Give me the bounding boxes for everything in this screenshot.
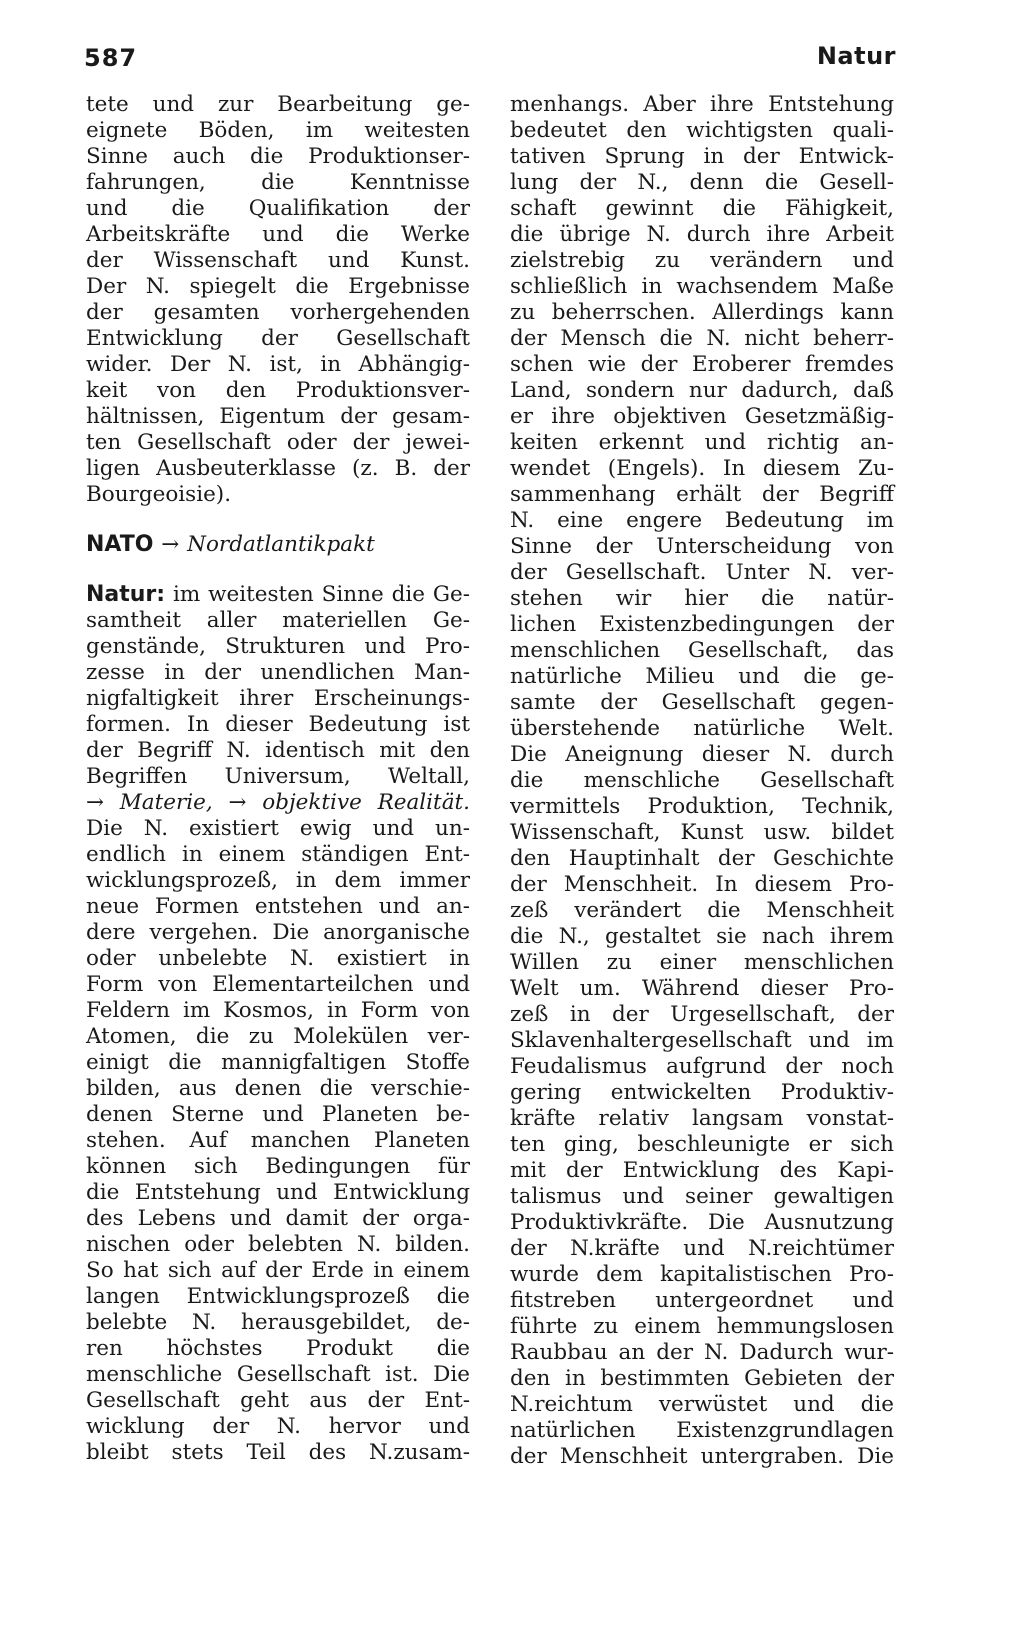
text-line: zeß in der Urgesellschaft, der xyxy=(510,1002,894,1027)
cross-reference-nordatlantikpakt: Nordatlantikpakt xyxy=(187,532,375,557)
text-line: Welt um. Während dieser Pro- xyxy=(510,976,894,1001)
text-line: samtheit aller materiellen Ge- xyxy=(86,608,470,633)
text-line: stehen. Auf manchen Planeten xyxy=(86,1128,470,1153)
text-line: ten Gesellschaft oder der jewei- xyxy=(86,430,470,455)
text-line: wendet (Engels). In diesem Zu- xyxy=(510,456,894,481)
text-line: keiten erkennt und richtig an- xyxy=(510,430,894,455)
text-line: der Begriff N. identisch mit den xyxy=(86,738,470,763)
text-line: fahrungen, die Kenntnisse xyxy=(86,170,470,195)
text-line: einigt die mannigfaltigen Stoffe xyxy=(86,1050,470,1075)
text-line: gering entwickelten Produktiv- xyxy=(510,1080,894,1105)
text-line: der Menschheit. In diesem Pro- xyxy=(510,872,894,897)
text-line: wurde dem kapitalistischen Pro- xyxy=(510,1262,894,1287)
cross-reference-arrow: → xyxy=(86,790,105,815)
text-line: zu beherrschen. Allerdings kann xyxy=(510,300,894,325)
text-line: Sinne auch die Produktionser- xyxy=(86,144,470,169)
cross-reference-objektive-realitaet: objektive Realität. xyxy=(262,790,470,815)
text-line: Produktivkräfte. Die Ausnutzung xyxy=(510,1210,894,1235)
text-line: Raubbau an der N. Dadurch wur- xyxy=(510,1340,894,1365)
text-line: belebte N. herausgebildet, de- xyxy=(86,1310,470,1335)
text-line: Form von Elementarteilchen und xyxy=(86,972,470,997)
text-line: endlich in einem ständigen Ent- xyxy=(86,842,470,867)
text-line: nischen oder belebten N. bilden. xyxy=(86,1232,470,1257)
paragraph-continuation xyxy=(86,92,470,508)
text-line: Begriffen Universum, Weltall, xyxy=(86,764,470,789)
text-line: wicklungsprozeß, in dem immer xyxy=(86,868,470,893)
text-line: nigfaltigkeit ihrer Erscheinungs- xyxy=(86,686,470,711)
text-line: führte zu einem hemmungslosen xyxy=(510,1314,894,1339)
text-line: und die Qualifikation der xyxy=(86,196,470,221)
cross-reference-materie: Materie, xyxy=(119,790,213,815)
text-line: zielstrebig zu verändern und xyxy=(510,248,894,273)
text-line: den in bestimmten Gebieten der xyxy=(510,1366,894,1391)
entry-term-nato: NATO xyxy=(86,532,154,557)
text-line: tativen Sprung in der Entwick- xyxy=(510,144,894,169)
entry-natur-first-line xyxy=(86,582,470,608)
text-line: er ihre objektiven Gesetzmäßig- xyxy=(510,404,894,429)
text-line: Die N. existiert ewig und un- xyxy=(86,816,470,841)
text-line: Entwicklung der Gesellschaft xyxy=(86,326,470,351)
text-line: Die Aneignung dieser N. durch xyxy=(510,742,894,767)
text-line: des Lebens und damit der orga- xyxy=(86,1206,470,1231)
text-line: der gesamten vorhergehenden xyxy=(86,300,470,325)
text-line: der Gesellschaft. Unter N. ver- xyxy=(510,560,894,585)
text-line: Willen zu einer menschlichen xyxy=(510,950,894,975)
text-line: wider. Der N. ist, in Abhängig- xyxy=(86,352,470,377)
text-line: kräfte relativ langsam vonstat- xyxy=(510,1106,894,1131)
text-line: der Mensch die N. nicht beherr- xyxy=(510,326,894,351)
text-line: schließlich in wachsendem Maße xyxy=(510,274,894,299)
text-line: genstände, Strukturen und Pro- xyxy=(86,634,470,659)
entry-term-natur: Natur: xyxy=(86,582,166,607)
text-line: den Hauptinhalt der Geschichte xyxy=(510,846,894,871)
text-line: N. eine engere Bedeutung im xyxy=(510,508,894,533)
text-line: fitstreben untergeordnet und xyxy=(510,1288,894,1313)
left-column xyxy=(86,92,470,1466)
text-line: die menschliche Gesellschaft xyxy=(510,768,894,793)
text-line: wicklung der N. hervor und xyxy=(86,1414,470,1439)
text-line: ten ging, beschleunigte er sich xyxy=(510,1132,894,1157)
text-line: N.reichtum verwüstet und die xyxy=(510,1392,894,1417)
text-line: überstehende natürliche Welt. xyxy=(510,716,894,741)
text-line: dere vergehen. Die anorganische xyxy=(86,920,470,945)
text-line: Feudalismus aufgrund der noch xyxy=(510,1054,894,1079)
text-line: langen Entwicklungsprozeß die xyxy=(86,1284,470,1309)
text-line: der Wissenschaft und Kunst. xyxy=(86,248,470,273)
cross-reference-arrow: → xyxy=(161,532,180,557)
entry-text: im weitesten Sinne die Ge- xyxy=(173,582,470,607)
text-line: die übrige N. durch ihre Arbeit xyxy=(510,222,894,247)
text-line: menschlichen Gesellschaft, das xyxy=(510,638,894,663)
cross-reference-line xyxy=(86,790,470,816)
text-line: lichen Existenzbedingungen der xyxy=(510,612,894,637)
text-line: zeß verändert die Menschheit xyxy=(510,898,894,923)
entry-natur xyxy=(86,582,470,1466)
cross-reference-arrow: → xyxy=(228,790,247,815)
text-line: schen wie der Eroberer fremdes xyxy=(510,352,894,377)
text-line: formen. In dieser Bedeutung ist xyxy=(86,712,470,737)
text-line: Sinne der Unterscheidung von xyxy=(510,534,894,559)
text-line: keit von den Produktionsver- xyxy=(86,378,470,403)
text-line: ligen Ausbeuterklasse (z. B. der xyxy=(86,456,470,481)
text-line: oder unbelebte N. existiert in xyxy=(86,946,470,971)
text-line: Sklavenhaltergesellschaft und im xyxy=(510,1028,894,1053)
entry-natur-body-b xyxy=(86,816,470,1466)
text-line: die N., gestaltet sie nach ihrem xyxy=(510,924,894,949)
text-line: eignete Böden, im weitesten xyxy=(86,118,470,143)
text-line: sammenhang erhält der Begriff xyxy=(510,482,894,507)
text-line: denen Sterne und Planeten be- xyxy=(86,1102,470,1127)
text-line: lung der N., denn die Gesell- xyxy=(510,170,894,195)
text-line: Land, sondern nur dadurch, daß xyxy=(510,378,894,403)
text-line: neue Formen entstehen und an- xyxy=(86,894,470,919)
text-line: der Menschheit untergraben. Die xyxy=(510,1444,894,1469)
text-line: samte der Gesellschaft gegen- xyxy=(510,690,894,715)
entry-spacer xyxy=(86,508,470,532)
entry-spacer xyxy=(86,558,470,582)
text-line: Wissenschaft, Kunst usw. bildet xyxy=(510,820,894,845)
text-line: können sich Bedingungen für xyxy=(86,1154,470,1179)
text-line: bleibt stets Teil des N.zusam- xyxy=(86,1440,470,1465)
text-line: natürlichen Existenzgrundlagen xyxy=(510,1418,894,1443)
text-line: menhangs. Aber ihre Entstehung xyxy=(510,92,894,117)
text-line: bilden, aus denen die verschie- xyxy=(86,1076,470,1101)
page-number: 587 xyxy=(84,44,138,72)
text-line: zesse in der unendlichen Man- xyxy=(86,660,470,685)
entry-natur-body-a xyxy=(86,608,470,790)
text-line: Gesellschaft geht aus der Ent- xyxy=(86,1388,470,1413)
text-line: die Entstehung und Entwicklung xyxy=(86,1180,470,1205)
text-line: vermittels Produktion, Technik, xyxy=(510,794,894,819)
text-line: Feldern im Kosmos, in Form von xyxy=(86,998,470,1023)
text-line: talismus und seiner gewaltigen xyxy=(510,1184,894,1209)
text-line: Bourgeoisie). xyxy=(86,482,232,507)
text-line: menschliche Gesellschaft ist. Die xyxy=(86,1362,470,1387)
text-line: So hat sich auf der Erde in einem xyxy=(86,1258,470,1283)
text-line: stehen wir hier die natür- xyxy=(510,586,894,611)
entry-nato xyxy=(86,532,470,558)
right-column xyxy=(510,92,894,1470)
text-line: Atomen, die zu Molekülen ver- xyxy=(86,1024,470,1049)
running-head: Natur xyxy=(816,42,896,70)
text-line: schaft gewinnt die Fähigkeit, xyxy=(510,196,894,221)
text-line: bedeutet den wichtigsten quali- xyxy=(510,118,894,143)
text-line: natürliche Milieu und die ge- xyxy=(510,664,894,689)
text-line: Der N. spiegelt die Ergebnisse xyxy=(86,274,470,299)
text-line: ren höchstes Produkt die xyxy=(86,1336,470,1361)
text-line: der N.kräfte und N.reichtümer xyxy=(510,1236,894,1261)
text-line: tete und zur Bearbeitung ge- xyxy=(86,92,470,117)
text-line: hältnissen, Eigentum der gesam- xyxy=(86,404,470,429)
text-line: mit der Entwicklung des Kapi- xyxy=(510,1158,894,1183)
text-line: Arbeitskräfte und die Werke xyxy=(86,222,470,247)
